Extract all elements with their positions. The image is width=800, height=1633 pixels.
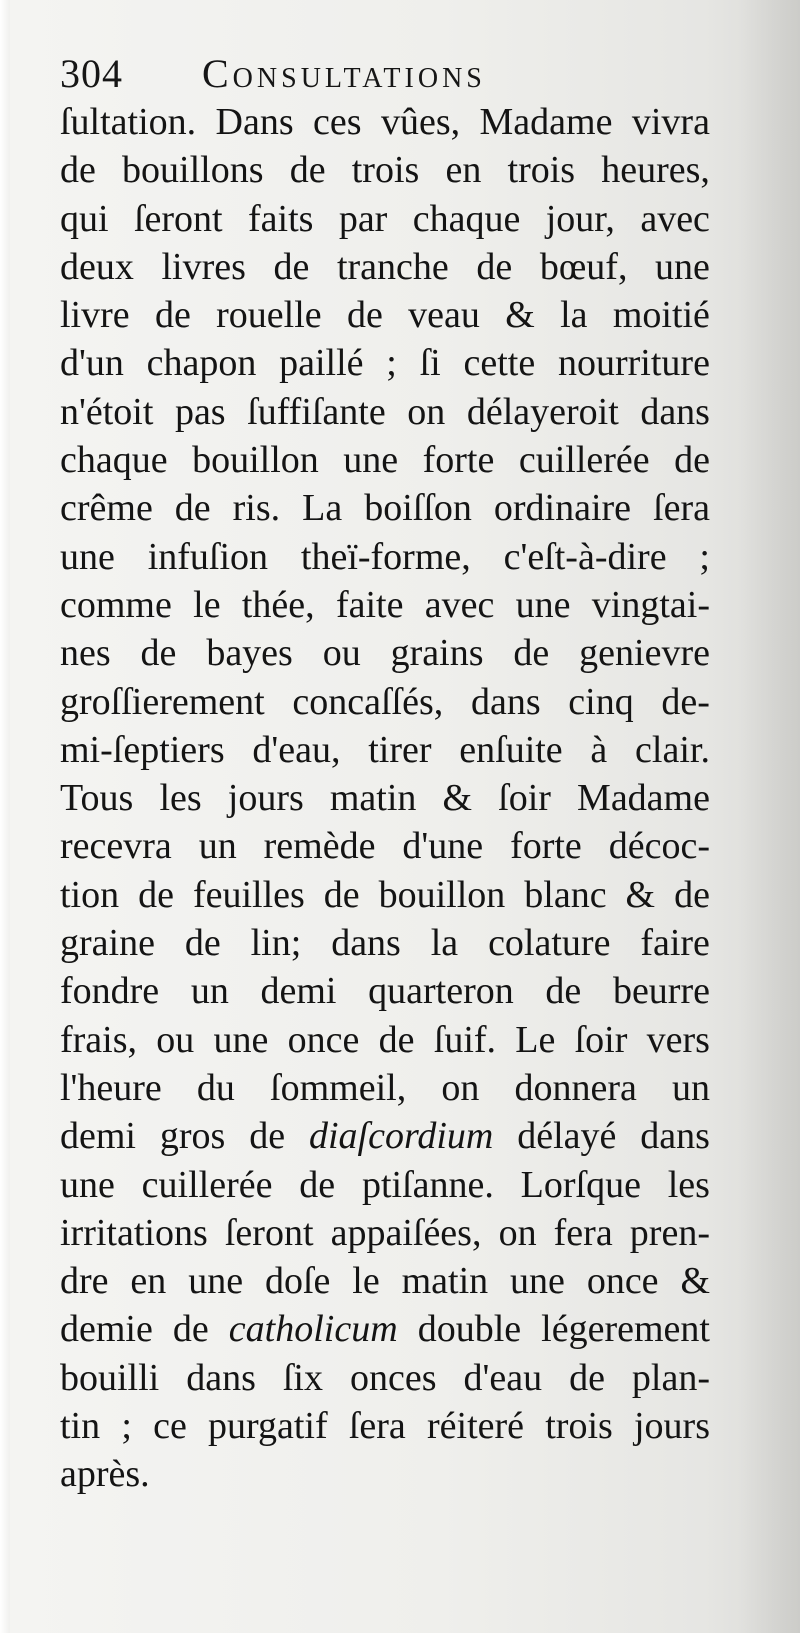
word: faire: [640, 922, 710, 965]
word: de: [323, 873, 360, 916]
text-line: [60, 436, 710, 484]
word: de: [60, 149, 96, 192]
word: purgatif: [208, 1405, 328, 1448]
word: pas: [174, 390, 226, 433]
word: de: [674, 873, 710, 916]
word: de: [299, 1163, 336, 1206]
word: d'eau,: [252, 728, 341, 771]
word: de: [172, 1308, 209, 1351]
word: bouilli: [60, 1356, 160, 1399]
word: de: [674, 439, 710, 482]
word: de: [346, 294, 383, 337]
word: on: [498, 1211, 537, 1254]
word: les: [159, 777, 202, 820]
word: theï-forme,: [300, 535, 471, 578]
word: avec: [640, 197, 710, 240]
word: délayeroit: [466, 390, 619, 433]
word: ſera: [348, 1405, 406, 1448]
text-line: [60, 1064, 710, 1112]
word: ſoir: [574, 1018, 628, 1061]
word: &: [625, 873, 656, 916]
word: vûes,: [380, 101, 461, 143]
word: demi: [60, 1115, 136, 1158]
word: plan-: [631, 1356, 710, 1399]
word: chaque: [412, 197, 521, 240]
word: fondre: [60, 970, 160, 1013]
word: forte: [422, 439, 495, 482]
text-line: [60, 581, 710, 629]
word: graine: [60, 922, 155, 965]
word: on: [407, 390, 446, 433]
word: faits: [247, 197, 314, 240]
text-line: [60, 726, 710, 774]
word: vivra: [631, 101, 710, 143]
text-line: [60, 291, 710, 339]
word: Tous: [60, 777, 134, 820]
word: on: [441, 1066, 480, 1109]
page-left-edge: [0, 0, 10, 1633]
word: onces: [349, 1356, 437, 1399]
word: nourriture: [558, 342, 710, 385]
word: livres: [161, 245, 246, 288]
word: clair.: [635, 728, 710, 771]
word: dans: [331, 922, 401, 965]
word: de: [140, 632, 177, 675]
text-line: [60, 533, 710, 581]
word: une: [60, 1163, 115, 1206]
word: délayé: [517, 1115, 617, 1158]
word: recevra: [60, 825, 172, 868]
word: ſeront: [224, 1211, 314, 1254]
text-line: [60, 1450, 710, 1498]
word: de: [273, 245, 310, 288]
word: jours: [227, 777, 304, 820]
word: Dans: [215, 101, 294, 143]
word: irritations: [60, 1211, 208, 1254]
word: avec: [424, 583, 495, 626]
word: &: [680, 1260, 710, 1303]
word: ce: [153, 1405, 187, 1448]
word: une: [60, 535, 115, 578]
word: vers: [646, 1018, 710, 1061]
word: cette: [463, 342, 536, 385]
word: tranche: [336, 245, 449, 288]
word: chaque: [60, 439, 168, 482]
word: ;: [386, 342, 397, 385]
text-line: [60, 629, 710, 677]
word: décoc-: [608, 825, 710, 868]
word: jours: [634, 1405, 710, 1448]
word: groſſierement: [60, 680, 265, 723]
word: matin: [329, 777, 417, 820]
word: once: [586, 1260, 659, 1303]
word: dans: [186, 1356, 256, 1399]
text-line: [60, 871, 710, 919]
word: en: [445, 149, 482, 192]
word: beurre: [612, 970, 710, 1013]
word: de: [378, 1018, 415, 1061]
word: paillé: [279, 342, 364, 385]
word: faite: [335, 583, 404, 626]
word: ptiſanne.: [361, 1163, 494, 1206]
word: en: [130, 1260, 167, 1303]
word: genievre: [579, 632, 710, 675]
word: une: [188, 1260, 244, 1303]
text-line: [60, 1161, 710, 1209]
word: ſeront: [133, 197, 223, 240]
word: once: [287, 1018, 360, 1061]
text-line: [60, 678, 710, 726]
word: pren-: [629, 1211, 710, 1254]
page-number: 304: [60, 51, 123, 96]
word: tin: [60, 1405, 101, 1448]
word: Madame: [577, 777, 710, 820]
word: ou: [156, 1018, 195, 1061]
word: gros: [159, 1115, 226, 1158]
word: dans: [640, 1115, 710, 1158]
word: demie: [60, 1308, 153, 1351]
word: une: [655, 245, 710, 288]
word: une: [213, 1018, 269, 1061]
text-line: [60, 1209, 710, 1257]
word: ſuffiſante: [247, 390, 386, 433]
word: &: [442, 777, 473, 820]
running-head: Consultations: [202, 51, 486, 96]
text-line: [60, 822, 710, 870]
word: double: [417, 1308, 522, 1351]
word: doſe: [264, 1260, 331, 1303]
word: trois: [507, 149, 576, 192]
word: un: [198, 825, 237, 868]
word: nes: [60, 632, 111, 675]
text-line: [60, 1016, 710, 1064]
word: de: [569, 1356, 605, 1399]
word: frais,: [60, 1018, 138, 1061]
word: ſuif.: [433, 1018, 497, 1061]
word: Madame: [479, 101, 613, 143]
word: bouillons: [122, 149, 264, 192]
word: rouelle: [216, 294, 322, 337]
word: de: [545, 970, 582, 1013]
word: après.: [60, 1453, 150, 1496]
word: du: [196, 1066, 235, 1109]
word: une: [515, 583, 571, 626]
word: veau: [408, 294, 480, 337]
word: d'eau: [463, 1356, 543, 1399]
word: ;: [121, 1405, 132, 1448]
word: bouillon: [192, 439, 319, 482]
text-line: [60, 98, 710, 146]
word: grains: [390, 632, 484, 675]
word: chapon: [146, 342, 257, 385]
word: jour,: [545, 197, 615, 240]
word: tirer: [368, 728, 432, 771]
text-line: [60, 1402, 710, 1450]
word: diaſcordium: [308, 1115, 494, 1158]
word: bœuf,: [539, 245, 628, 288]
word: ;: [699, 535, 710, 578]
word: ſultation.: [60, 101, 197, 143]
word: une: [510, 1260, 565, 1303]
word: de: [513, 632, 550, 675]
text-line: [60, 195, 710, 243]
word: crême: [60, 487, 153, 530]
word: cuillerée: [141, 1163, 273, 1206]
word: de: [249, 1115, 286, 1158]
word: Lorſque: [520, 1163, 641, 1206]
word: lin;: [250, 922, 302, 965]
word: dans: [470, 680, 541, 723]
text-line: [60, 388, 710, 436]
word: ſommeil,: [270, 1066, 407, 1109]
text-line: [60, 243, 710, 291]
word: ris.: [232, 487, 281, 530]
word: fera: [553, 1211, 613, 1254]
word: cinq: [568, 680, 634, 723]
word: &: [505, 294, 535, 337]
word: bayes: [206, 632, 293, 675]
word: blanc: [524, 873, 607, 916]
word: vingtai-: [591, 583, 710, 626]
word: la: [430, 922, 459, 965]
word: l'heure: [60, 1066, 162, 1109]
word: thée,: [241, 583, 315, 626]
word: n'étoit: [60, 390, 154, 433]
word: deux: [60, 245, 134, 288]
word: à: [590, 728, 608, 771]
text-line: [60, 1112, 710, 1160]
word: colature: [488, 922, 611, 965]
word: ſix: [282, 1356, 323, 1399]
word: légerement: [541, 1308, 710, 1351]
word: livre: [60, 294, 130, 337]
word: quarteron: [368, 970, 514, 1013]
word: les: [667, 1163, 710, 1206]
word: moitié: [612, 294, 710, 337]
word: un: [671, 1066, 710, 1109]
word: enſuite: [459, 728, 563, 771]
word: Le: [515, 1018, 556, 1061]
word: c'eſt-à-dire: [503, 535, 667, 578]
word: de-: [661, 680, 710, 723]
word: le: [352, 1260, 380, 1303]
word: une: [343, 439, 399, 482]
word: de: [174, 487, 211, 530]
word: qui: [60, 197, 109, 240]
word: cuillerée: [518, 439, 650, 482]
word: le: [193, 583, 221, 626]
text-line: [60, 1354, 710, 1402]
word: de: [184, 922, 221, 965]
word: infuſion: [147, 535, 269, 578]
word: de: [154, 294, 191, 337]
word: de: [138, 873, 174, 916]
text-line: [60, 146, 710, 194]
text-line: [60, 1257, 710, 1305]
word: ou: [322, 632, 361, 675]
word: catholicum: [228, 1308, 398, 1351]
word: feuilles: [192, 873, 305, 916]
word: ſera: [653, 487, 710, 530]
body-text: [60, 98, 710, 1499]
word: demi: [260, 970, 337, 1013]
word: appaiſées,: [330, 1211, 482, 1254]
word: bouillon: [378, 873, 506, 916]
text-line: [60, 339, 710, 387]
word: de: [476, 245, 513, 288]
word: mi-ſeptiers: [60, 728, 225, 771]
word: dans: [640, 390, 710, 433]
word: de: [289, 149, 326, 192]
page-gutter-shadow: [740, 0, 800, 1633]
word: matin: [401, 1260, 489, 1303]
word: La: [302, 487, 343, 530]
word: boiſſon: [364, 487, 472, 530]
word: donnera: [514, 1066, 637, 1109]
word: comme: [60, 583, 172, 626]
word: un: [190, 970, 229, 1013]
word: ces: [313, 101, 362, 143]
text-line: [60, 919, 710, 967]
word: la: [560, 294, 588, 337]
word: trois: [351, 149, 420, 192]
word: heures,: [601, 149, 710, 192]
text-line: [60, 774, 710, 822]
word: réiteré: [427, 1405, 525, 1448]
word: forte: [510, 825, 582, 868]
word: ſi: [419, 342, 441, 385]
text-line: [60, 967, 710, 1015]
word: tion: [60, 873, 120, 916]
word: d'une: [402, 825, 484, 868]
word: remède: [263, 825, 376, 868]
text-line: [60, 484, 710, 532]
word: trois: [545, 1405, 613, 1448]
word: dre: [60, 1260, 109, 1303]
word: d'un: [60, 342, 124, 385]
page-header: [60, 50, 680, 100]
word: ordinaire: [493, 487, 632, 530]
word: par: [338, 197, 388, 240]
word: concaſſés,: [292, 680, 444, 723]
word: ſoir: [498, 777, 551, 820]
text-line: [60, 1305, 710, 1353]
